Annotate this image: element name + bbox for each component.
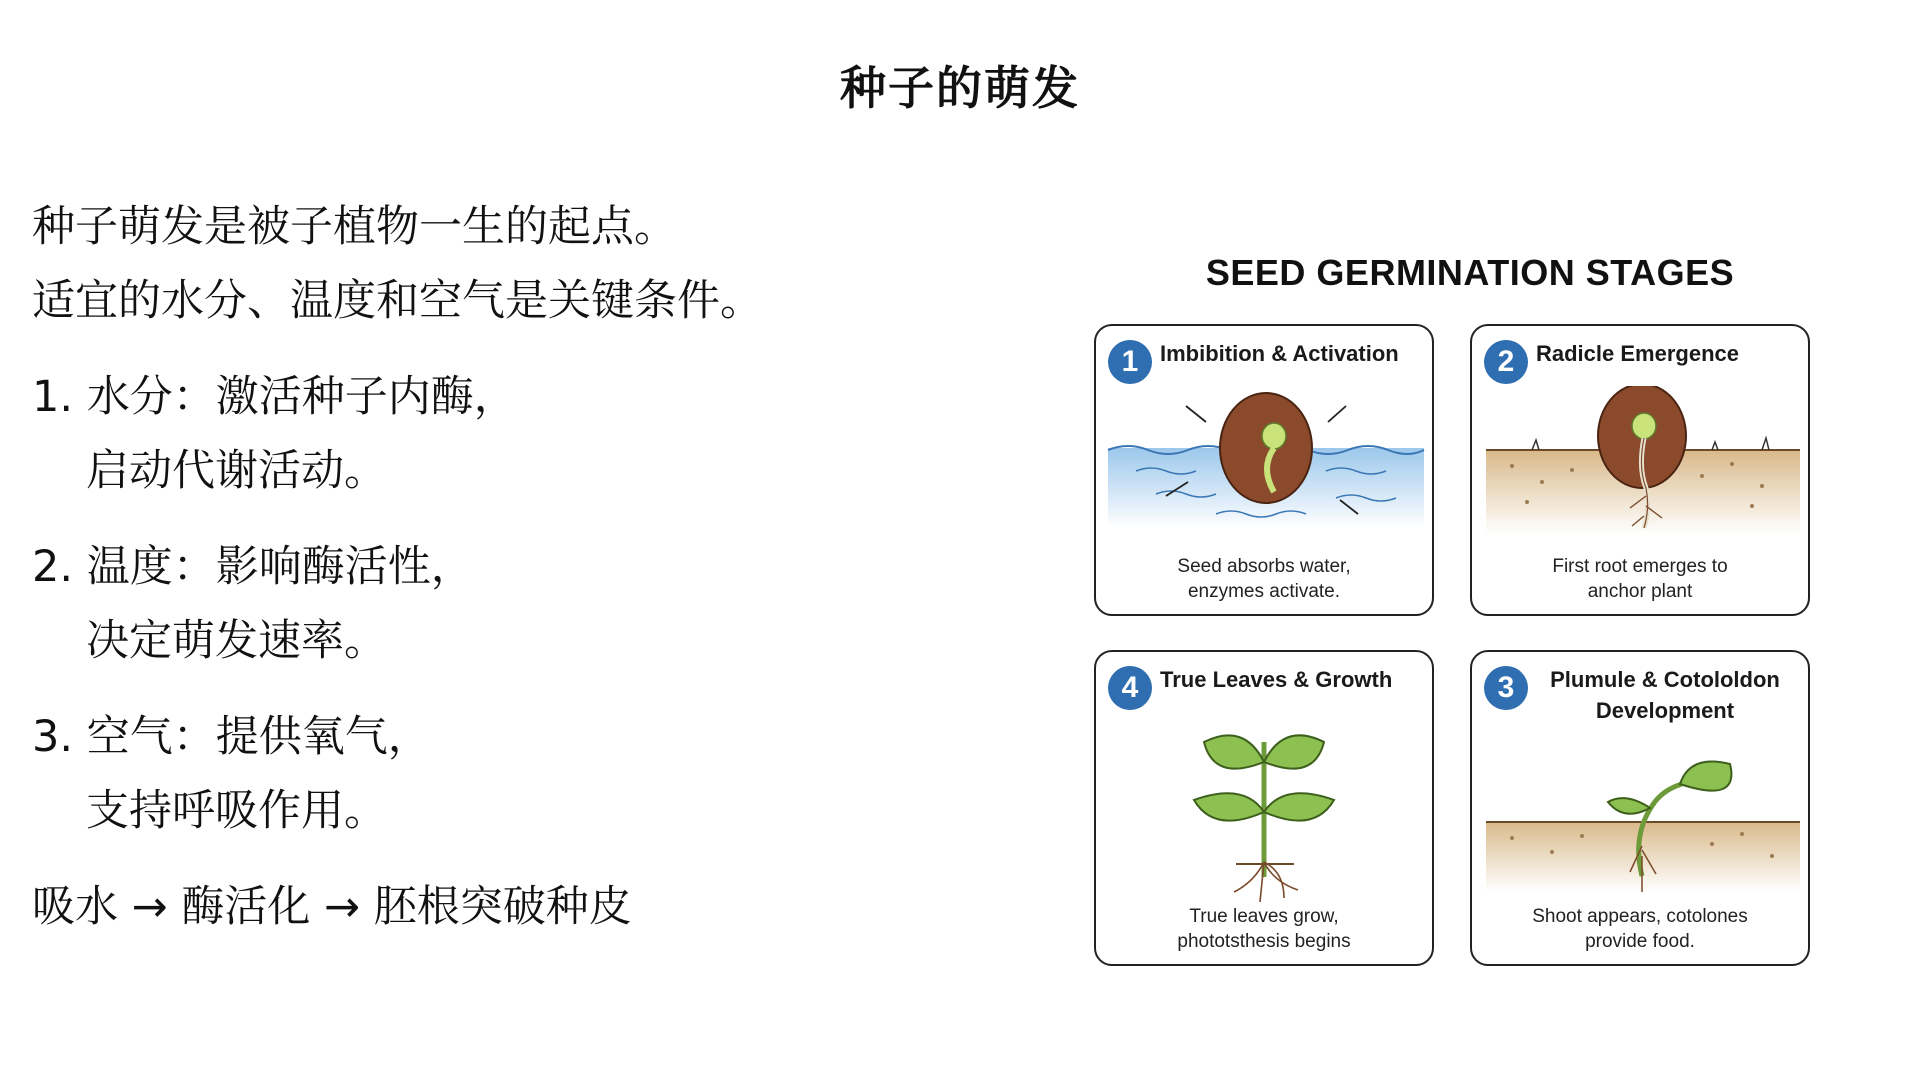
process-flow: 吸水 → 酶活化 → 胚根突破种皮	[32, 882, 632, 932]
condition-water	[32, 360, 992, 508]
panel-caption	[1472, 554, 1808, 604]
stage-badge: 3	[1484, 666, 1528, 710]
plumule-illustration	[1472, 726, 1810, 926]
panel-imbibition	[1094, 324, 1434, 616]
radicle-illustration	[1472, 386, 1810, 556]
panel-title	[1532, 664, 1798, 726]
germination-figure	[1040, 240, 1920, 1020]
condition-air-line-1: 3. 空气：提供氧气，	[32, 712, 431, 762]
condition-temperature	[32, 530, 992, 678]
stage-badge: 4	[1108, 666, 1152, 710]
condition-temperature-line-1: 2. 温度：影响酶活性，	[32, 542, 474, 592]
condition-water-line-2: 启动代谢活动。	[86, 446, 387, 496]
caption-line-2: enzymes activate.	[1187, 581, 1341, 602]
panel-caption	[1096, 904, 1432, 954]
panel-title: True Leaves & Growth	[1160, 667, 1393, 692]
condition-water-line-1: 1. 水分：激活种子内酶，	[32, 372, 517, 422]
panel-title: Imbibition & Activation	[1160, 341, 1399, 366]
text-column	[32, 190, 992, 944]
caption-line-2: phototsthesis begins	[1177, 931, 1351, 952]
condition-air-line-2: 支持呼吸作用。	[86, 786, 387, 836]
panel-true-leaves	[1094, 650, 1434, 966]
stage-badge: 2	[1484, 340, 1528, 384]
panel-caption	[1472, 904, 1808, 954]
caption-line-1: Seed absorbs water,	[1177, 556, 1351, 577]
stage-badge: 1	[1108, 340, 1152, 384]
caption-line-2: provide food.	[1585, 931, 1695, 952]
intro	[32, 190, 992, 338]
panel-title-line-2: Development	[1595, 698, 1735, 723]
caption-line-1: First root emerges to	[1552, 556, 1728, 577]
seedling-illustration	[1096, 712, 1434, 912]
panel-radicle	[1470, 324, 1810, 616]
caption-line-1: True leaves grow,	[1189, 906, 1339, 927]
condition-air	[32, 700, 992, 848]
caption-line-2: anchor plant	[1587, 581, 1693, 602]
intro-line-1: 种子萌发是被子植物一生的起点。	[32, 202, 677, 252]
seed-in-water-illustration	[1096, 386, 1434, 556]
panel-title-line-1: Plumule & Cotololdon	[1550, 667, 1780, 692]
panel-plumule	[1470, 650, 1810, 966]
figure-title: SEED GERMINATION STAGES	[1205, 252, 1735, 293]
panel-title: Radicle Emergence	[1536, 341, 1739, 366]
page-title: 种子的萌发	[840, 61, 1080, 115]
condition-temperature-line-2: 决定萌发速率。	[86, 616, 387, 666]
panel-caption	[1096, 554, 1432, 604]
caption-line-1: Shoot appears, cotolones	[1532, 906, 1748, 927]
intro-line-2: 适宜的水分、温度和空气是关键条件。	[32, 276, 763, 326]
